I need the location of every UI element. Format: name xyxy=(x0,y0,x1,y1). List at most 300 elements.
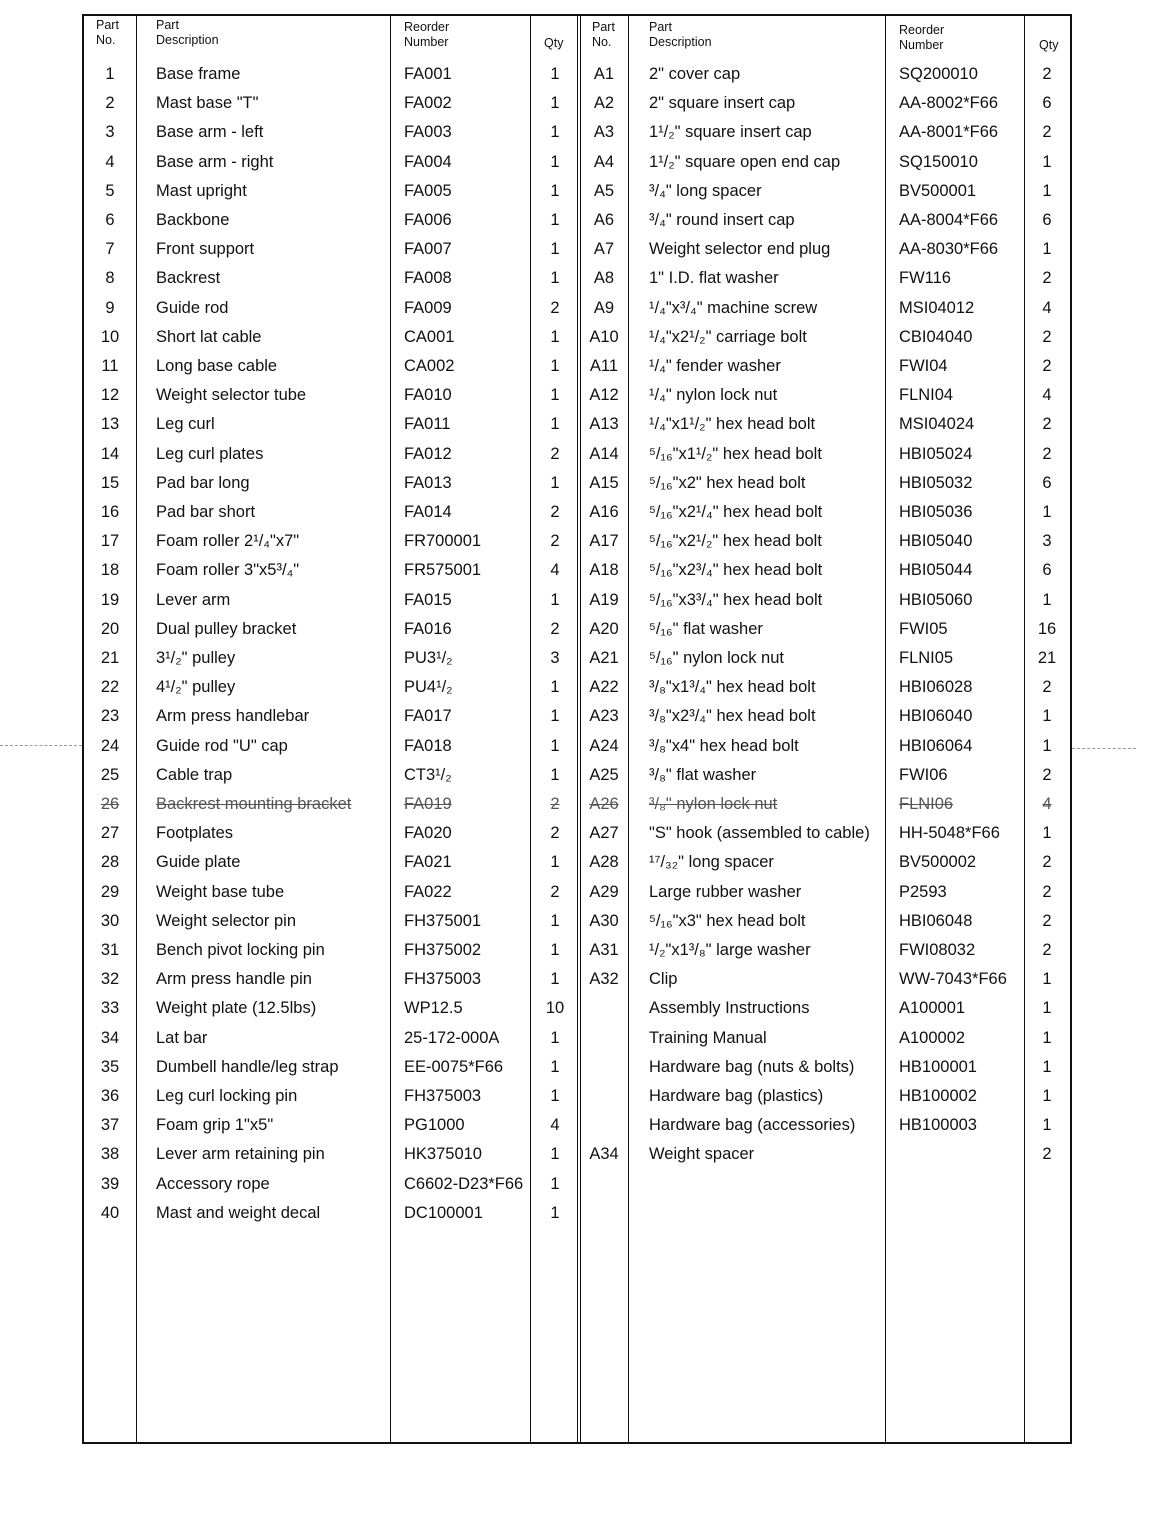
part-no-cell: 9 xyxy=(105,298,115,317)
reorder-number-cell: 25-172-000A xyxy=(404,1028,500,1047)
table-row xyxy=(84,60,1070,89)
part-description-cell: Base frame xyxy=(156,65,241,83)
header-text: Description xyxy=(156,33,219,47)
part-description-2-cell: ⁵/₁₆"x2³/₄" hex head bolt xyxy=(649,561,823,580)
reorder-number-2-cell: HBI05060 xyxy=(899,590,973,609)
part-description-2-cell: Large rubber washer xyxy=(649,882,802,901)
part-description-cell: Weight selector pin xyxy=(156,911,297,930)
table-row xyxy=(84,732,1070,761)
part-no-cell: 37 xyxy=(100,1116,120,1135)
header-text: Part xyxy=(96,18,119,32)
reorder-number-cell: FH375003 xyxy=(404,970,482,989)
reorder-number-cell: FA007 xyxy=(404,240,452,259)
part-description-2-cell: ⁵/₁₆"x1¹/₂" hex head bolt xyxy=(649,444,822,463)
qty-cell: 1 xyxy=(550,765,560,784)
part-description-cell: Base arm - left xyxy=(156,123,264,142)
part-no-cell: 5 xyxy=(105,181,115,200)
reorder-number-cell: FA021 xyxy=(404,853,452,872)
part-no-cell: 1 xyxy=(105,65,115,83)
part-description-2-cell: ¹/₄" nylon lock nut xyxy=(649,386,778,405)
part-no-2-cell: A18 xyxy=(589,561,619,580)
part-no-2-cell xyxy=(580,1082,628,1111)
part-description-2-cell: "S" hook (assembled to cable) xyxy=(649,824,870,843)
part-description-cell: Foam grip 1"x5" xyxy=(156,1116,274,1135)
table-row xyxy=(84,264,1070,293)
part-no-2-cell: A32 xyxy=(589,970,619,989)
reorder-number-2-cell: A100002 xyxy=(899,1028,966,1047)
qty-cell: 1 xyxy=(550,853,560,872)
qty-cell: 1 xyxy=(550,181,560,200)
reorder-number-cell: CA002 xyxy=(404,357,455,375)
part-no-2-cell: A20 xyxy=(589,619,619,638)
part-description-2-cell: Weight spacer xyxy=(649,1145,755,1164)
qty-2-cell xyxy=(1024,1170,1070,1199)
part-description-2-cell: ³/₈"x4" hex head bolt xyxy=(649,736,799,755)
qty-2-cell: 2 xyxy=(1042,678,1052,697)
table-row xyxy=(84,1140,1070,1169)
qty-cell: 1 xyxy=(550,911,560,930)
reorder-number-2-cell: AA-8002*F66 xyxy=(899,94,999,113)
part-description-2-cell: Hardware bag (accessories) xyxy=(649,1116,856,1135)
reorder-number-2-cell: P2593 xyxy=(899,882,947,901)
table-row xyxy=(84,148,1070,177)
reorder-number-cell: FH375002 xyxy=(404,941,482,959)
part-no-2-cell: A28 xyxy=(589,853,619,872)
reorder-number-cell: FA017 xyxy=(404,707,452,726)
table-row xyxy=(84,294,1070,323)
qty-cell: 2 xyxy=(550,795,560,813)
part-no-2-cell: A1 xyxy=(593,65,615,83)
qty-2-cell: 2 xyxy=(1042,357,1052,375)
part-description-cell: Mast and weight decal xyxy=(156,1203,321,1222)
part-description-cell: Backbone xyxy=(156,211,230,229)
table-row xyxy=(84,644,1070,673)
part-description-2-cell: ¹/₄"x³/₄" machine screw xyxy=(649,298,818,317)
qty-cell: 3 xyxy=(550,649,560,667)
reorder-number-cell: FA010 xyxy=(404,386,452,405)
part-description-cell: Front support xyxy=(156,240,255,259)
reorder-number-2-cell: HH-5048*F66 xyxy=(899,824,1000,843)
part-no-cell: 15 xyxy=(100,473,120,492)
qty-cell: 1 xyxy=(550,1174,560,1193)
part-no-cell: 34 xyxy=(100,1028,120,1047)
qty-2-cell: 2 xyxy=(1042,415,1052,434)
part-description-cell: Mast base "T" xyxy=(156,94,259,113)
part-no-cell: 4 xyxy=(105,152,115,171)
part-no-2-cell: A14 xyxy=(589,444,619,463)
reorder-number-2-cell: FWI06 xyxy=(899,765,948,784)
part-description-2-cell: ¹/₄" fender washer xyxy=(649,357,781,375)
part-no-cell: 31 xyxy=(100,941,120,959)
part-description-2-cell: Training Manual xyxy=(649,1028,767,1047)
part-description-cell: Arm press handlebar xyxy=(156,707,310,726)
reorder-number-cell: FH375001 xyxy=(404,911,482,930)
part-description-cell: Leg curl plates xyxy=(156,444,264,463)
part-description-cell: Mast upright xyxy=(156,181,247,200)
table-row xyxy=(84,965,1070,994)
table-row xyxy=(84,235,1070,264)
qty-2-cell: 2 xyxy=(1042,882,1052,901)
qty-2-cell: 4 xyxy=(1042,386,1052,405)
part-description-cell: Bench pivot locking pin xyxy=(156,941,325,959)
part-no-cell: 17 xyxy=(100,532,120,551)
part-no-2-cell: A6 xyxy=(593,211,615,229)
part-no-2-cell: A24 xyxy=(589,736,619,755)
reorder-number-cell: PU3¹/₂ xyxy=(404,649,453,667)
reorder-number-2-cell: FWI08032 xyxy=(899,941,976,959)
table-row xyxy=(84,615,1070,644)
part-no-2-cell: A12 xyxy=(589,386,619,405)
qty-cell: 1 xyxy=(550,240,560,259)
reorder-number-2-cell: HB100001 xyxy=(899,1057,977,1076)
reorder-number-2-cell: HBI06040 xyxy=(899,707,973,726)
part-description-cell: 3¹/₂" pulley xyxy=(156,649,236,667)
part-no-2-cell: A27 xyxy=(589,824,619,843)
part-description-cell: Arm press handle pin xyxy=(156,970,312,989)
part-no-2-cell: A13 xyxy=(589,415,619,434)
part-description-cell: Backrest xyxy=(156,269,221,288)
qty-2-cell xyxy=(1024,1199,1070,1228)
part-no-cell: 29 xyxy=(100,882,120,901)
qty-2-cell: 2 xyxy=(1042,327,1052,346)
reorder-number-cell: CT3¹/₂ xyxy=(404,765,452,784)
qty-2-cell: 2 xyxy=(1042,941,1052,959)
part-description-cell: Pad bar short xyxy=(156,503,256,521)
header-text: Part xyxy=(649,20,672,34)
table-row xyxy=(84,1082,1070,1111)
part-description-2-cell: ³/₈"x2³/₄" hex head bolt xyxy=(649,707,816,726)
part-description-cell: Footplates xyxy=(156,824,234,843)
table-row xyxy=(84,118,1070,147)
part-description-2-cell: ¹/₄"x2¹/₂" carriage bolt xyxy=(649,327,807,346)
reorder-number-2-cell: AA-8004*F66 xyxy=(899,211,999,229)
qty-cell: 1 xyxy=(550,707,560,726)
qty-cell: 1 xyxy=(550,1145,560,1164)
part-no-2-cell xyxy=(580,1170,628,1199)
header-text: Number xyxy=(404,35,449,49)
part-description-2-cell: ¹/₄"x1¹/₂" hex head bolt xyxy=(649,415,816,434)
part-description-cell: Dumbell handle/leg strap xyxy=(156,1057,339,1076)
part-description-cell: Backrest mounting bracket xyxy=(156,795,352,813)
reorder-number-2-cell: AA-8001*F66 xyxy=(899,123,999,142)
part-no-2-cell: A17 xyxy=(589,532,619,551)
reorder-number-cell: EE-0075*F66 xyxy=(404,1057,504,1076)
qty-2-cell: 1 xyxy=(1042,181,1052,200)
qty-cell: 1 xyxy=(550,1057,560,1076)
qty-2-cell: 6 xyxy=(1042,94,1052,113)
part-no-cell: 33 xyxy=(100,999,120,1018)
table-row xyxy=(84,878,1070,907)
part-no-2-cell: A15 xyxy=(589,473,619,492)
reorder-number-cell: FA013 xyxy=(404,473,452,492)
part-description-cell: Long base cable xyxy=(156,357,278,375)
part-no-2-cell: A8 xyxy=(593,269,615,288)
part-description-2-cell: ³/₈" nylon lock nut xyxy=(649,795,778,813)
qty-2-cell: 1 xyxy=(1042,736,1052,755)
reorder-number-cell: FA005 xyxy=(404,181,452,200)
reorder-number-cell: FA020 xyxy=(404,824,452,843)
part-no-cell: 19 xyxy=(100,590,120,609)
header-description xyxy=(156,18,219,48)
reorder-number-2-cell: SQ200010 xyxy=(899,65,978,83)
reorder-number-cell: FA014 xyxy=(404,503,452,521)
part-no-cell: 12 xyxy=(100,386,120,405)
qty-cell: 1 xyxy=(550,211,560,229)
part-description-2-cell: ⁵/₁₆"x2" hex head bolt xyxy=(649,473,806,492)
table-row xyxy=(84,702,1070,731)
part-description-cell: Weight plate (12.5lbs) xyxy=(156,999,317,1018)
table-row xyxy=(84,440,1070,469)
qty-2-cell: 1 xyxy=(1042,707,1052,726)
table-row xyxy=(84,790,1070,819)
qty-2-cell: 1 xyxy=(1042,1087,1052,1105)
header-text: Number xyxy=(899,38,944,52)
qty-cell: 1 xyxy=(550,123,560,142)
part-no-2-cell: A4 xyxy=(593,152,615,171)
part-description-2-cell: ⁵/₁₆"x2¹/₂" hex head bolt xyxy=(649,532,822,551)
header-qty-2: Qty xyxy=(1039,38,1059,52)
part-description-2-cell: ⁵/₁₆"x3" hex head bolt xyxy=(649,911,806,930)
part-no-cell: 10 xyxy=(100,327,120,346)
table-row xyxy=(84,907,1070,936)
reorder-number-cell: FA011 xyxy=(404,415,451,434)
reorder-number-2-cell: AA-8030*F66 xyxy=(899,240,999,259)
part-no-cell: 26 xyxy=(100,795,120,813)
part-no-2-cell: A30 xyxy=(589,911,619,930)
part-no-cell: 16 xyxy=(100,503,120,521)
part-no-cell: 30 xyxy=(100,911,120,930)
qty-cell: 1 xyxy=(550,94,560,113)
part-no-2-cell: A7 xyxy=(593,240,615,259)
table-row xyxy=(84,381,1070,410)
part-description-2-cell: 1¹/₂" square open end cap xyxy=(649,152,841,171)
table-row xyxy=(84,586,1070,615)
part-no-cell: 40 xyxy=(100,1203,120,1222)
part-description-cell: 4¹/₂" pulley xyxy=(156,678,236,697)
part-description-2-cell: ⁵/₁₆"x2¹/₄" hex head bolt xyxy=(649,503,823,521)
header-text: Part xyxy=(592,20,615,34)
part-no-cell: 2 xyxy=(105,94,115,113)
part-description-cell: Leg curl locking pin xyxy=(156,1087,298,1105)
part-description-2-cell: ¹/₂"x1³/₈" large washer xyxy=(649,941,811,959)
part-no-cell: 20 xyxy=(100,619,120,638)
qty-2-cell: 1 xyxy=(1042,503,1052,521)
reorder-number-2-cell: SQ150010 xyxy=(899,152,978,171)
part-no-cell: 32 xyxy=(100,970,120,989)
part-no-2-cell: A34 xyxy=(589,1145,619,1164)
header-part-no xyxy=(96,18,119,48)
part-no-2-cell: A16 xyxy=(589,503,619,521)
part-description-2-cell: ⁵/₁₆"x3³/₄" hex head bolt xyxy=(649,590,823,609)
qty-cell: 1 xyxy=(550,590,560,609)
reorder-number-cell: FR575001 xyxy=(404,561,482,580)
qty-cell: 1 xyxy=(550,357,560,375)
reorder-number-2-cell: MSI04024 xyxy=(899,415,975,434)
reorder-number-2-cell: WW-7043*F66 xyxy=(899,970,1007,989)
reorder-number-2-cell: FWI04 xyxy=(899,357,948,375)
reorder-number-cell: FH375003 xyxy=(404,1087,482,1105)
reorder-number-2-cell: BV500002 xyxy=(899,853,977,872)
reorder-number-cell: FR700001 xyxy=(404,532,482,551)
header-description-2 xyxy=(649,20,712,50)
reorder-number-cell: PG1000 xyxy=(404,1116,465,1135)
qty-2-cell: 1 xyxy=(1042,1057,1052,1076)
qty-cell: 1 xyxy=(550,736,560,755)
header-part-no-2 xyxy=(592,20,615,50)
reorder-number-cell: DC100001 xyxy=(404,1203,483,1222)
table-row xyxy=(84,1024,1070,1053)
part-no-cell: 3 xyxy=(105,123,115,142)
table-row xyxy=(84,556,1070,585)
table-row xyxy=(84,994,1070,1023)
reorder-number-cell: FA009 xyxy=(404,298,452,317)
reorder-number-2-cell: HB100003 xyxy=(899,1116,977,1135)
part-no-cell: 14 xyxy=(100,444,120,463)
table-row xyxy=(84,673,1070,702)
table-row xyxy=(84,469,1070,498)
part-no-2-cell: A23 xyxy=(589,707,619,726)
header-text: Reorder xyxy=(404,20,450,34)
qty-2-cell: 1 xyxy=(1042,824,1052,843)
reorder-number-cell: FA008 xyxy=(404,269,452,288)
part-no-cell: 18 xyxy=(100,561,120,580)
part-no-2-cell: A19 xyxy=(589,590,619,609)
qty-2-cell: 1 xyxy=(1042,1028,1052,1047)
reorder-number-cell: CA001 xyxy=(404,327,455,346)
qty-2-cell: 1 xyxy=(1042,152,1052,171)
table-row xyxy=(84,1199,1070,1228)
qty-cell: 4 xyxy=(550,561,560,580)
qty-2-cell: 3 xyxy=(1042,532,1052,551)
part-description-cell: Guide rod "U" cap xyxy=(156,736,288,755)
qty-2-cell: 1 xyxy=(1042,590,1052,609)
reorder-number-2-cell: FWI05 xyxy=(899,619,948,638)
qty-cell: 1 xyxy=(550,1203,560,1222)
part-no-cell: 21 xyxy=(100,649,120,667)
header-text: Part xyxy=(156,18,179,32)
part-no-2-cell: A11 xyxy=(589,357,619,375)
qty-cell: 1 xyxy=(550,327,560,346)
part-no-2-cell: A31 xyxy=(589,941,619,959)
part-no-cell: 22 xyxy=(100,678,120,697)
table-row xyxy=(84,848,1070,877)
qty-cell: 1 xyxy=(550,970,560,989)
qty-2-cell: 2 xyxy=(1042,123,1052,142)
qty-2-cell: 6 xyxy=(1042,473,1052,492)
reorder-number-2-cell: HBI05032 xyxy=(899,473,973,492)
qty-cell: 1 xyxy=(550,473,560,492)
part-no-cell: 8 xyxy=(105,269,115,288)
part-no-2-cell: A10 xyxy=(589,327,619,346)
reorder-number-2-cell: HBI06064 xyxy=(899,736,973,755)
parts-list-table xyxy=(82,14,1072,1444)
table-row xyxy=(84,410,1070,439)
part-description-cell: Guide rod xyxy=(156,298,229,317)
part-description-2-cell: ⁵/₁₆" flat washer xyxy=(649,619,763,638)
qty-cell: 1 xyxy=(550,678,560,697)
part-no-2-cell xyxy=(580,1053,628,1082)
reorder-number-2-cell: HBI05044 xyxy=(899,561,973,580)
reorder-number-cell: FA004 xyxy=(404,152,452,171)
part-no-2-cell: A3 xyxy=(593,123,615,142)
part-description-2-cell: ³/₄" round insert cap xyxy=(649,211,795,229)
qty-cell: 1 xyxy=(550,269,560,288)
reorder-number-2-cell: HB100002 xyxy=(899,1087,977,1105)
qty-cell: 1 xyxy=(550,1087,560,1105)
qty-cell: 2 xyxy=(550,882,560,901)
qty-2-cell: 1 xyxy=(1042,970,1052,989)
qty-cell: 2 xyxy=(550,532,560,551)
reorder-number-2-cell: HBI06028 xyxy=(899,678,973,697)
table-row xyxy=(84,206,1070,235)
part-description-cell: Guide plate xyxy=(156,853,241,872)
reorder-number-cell: FA016 xyxy=(404,619,452,638)
qty-2-cell: 2 xyxy=(1042,765,1052,784)
table-row xyxy=(84,1053,1070,1082)
part-no-cell: 11 xyxy=(101,357,119,375)
part-description-2-cell: Hardware bag (nuts & bolts) xyxy=(649,1057,855,1076)
part-no-2-cell: A21 xyxy=(589,649,619,667)
part-no-2-cell: A29 xyxy=(589,882,619,901)
reorder-number-2-cell: FW116 xyxy=(899,269,951,288)
part-description-2-cell: ⁵/₁₆" nylon lock nut xyxy=(649,649,784,667)
table-row xyxy=(84,323,1070,352)
part-no-2-cell: A26 xyxy=(589,795,619,813)
header-reorder-number-2 xyxy=(899,23,944,53)
table-row xyxy=(84,352,1070,381)
part-description-cell: Short lat cable xyxy=(156,327,262,346)
reorder-number-2-cell: FLNI06 xyxy=(899,795,954,813)
part-description-cell: Accessory rope xyxy=(156,1174,270,1193)
part-no-cell: 28 xyxy=(100,853,120,872)
part-description-cell: Base arm - right xyxy=(156,152,274,171)
part-no-cell: 6 xyxy=(105,211,115,229)
qty-cell: 1 xyxy=(550,941,560,959)
part-no-cell: 38 xyxy=(100,1145,120,1164)
qty-2-cell: 2 xyxy=(1042,853,1052,872)
reorder-number-cell: FA006 xyxy=(404,211,452,229)
part-description-cell: Lever arm xyxy=(156,590,231,609)
part-description-cell: Dual pulley bracket xyxy=(156,619,297,638)
table-row xyxy=(84,1111,1070,1140)
qty-2-cell: 2 xyxy=(1042,444,1052,463)
scan-artifact-line xyxy=(0,745,82,746)
table-row xyxy=(84,89,1070,118)
scan-artifact-line xyxy=(1072,748,1136,749)
reorder-number-2-cell: MSI04012 xyxy=(899,298,975,317)
header-text: Description xyxy=(649,35,712,49)
part-description-cell: Lat bar xyxy=(156,1028,208,1047)
part-description-cell: Weight selector tube xyxy=(156,386,307,405)
part-description-cell: Pad bar long xyxy=(156,473,250,492)
table-row xyxy=(84,761,1070,790)
part-no-cell: 13 xyxy=(100,415,120,434)
table-row xyxy=(84,819,1070,848)
qty-2-cell: 2 xyxy=(1042,1145,1052,1164)
reorder-number-2-cell: FLNI04 xyxy=(899,386,954,405)
part-description-2-cell: Weight selector end plug xyxy=(649,240,831,259)
reorder-number-cell: PU4¹/₂ xyxy=(404,678,453,697)
part-description-2-cell: 1¹/₂" square insert cap xyxy=(649,123,812,142)
reorder-number-cell: FA002 xyxy=(404,94,452,113)
part-description-2-cell: Hardware bag (plastics) xyxy=(649,1087,824,1105)
reorder-number-cell: FA012 xyxy=(404,444,452,463)
qty-cell: 4 xyxy=(550,1116,560,1135)
part-description-2-cell: ³/₈" flat washer xyxy=(649,765,757,784)
part-no-cell: 25 xyxy=(100,765,120,784)
part-description-cell: Lever arm retaining pin xyxy=(156,1145,325,1164)
reorder-number-cell: FA001 xyxy=(404,65,452,83)
